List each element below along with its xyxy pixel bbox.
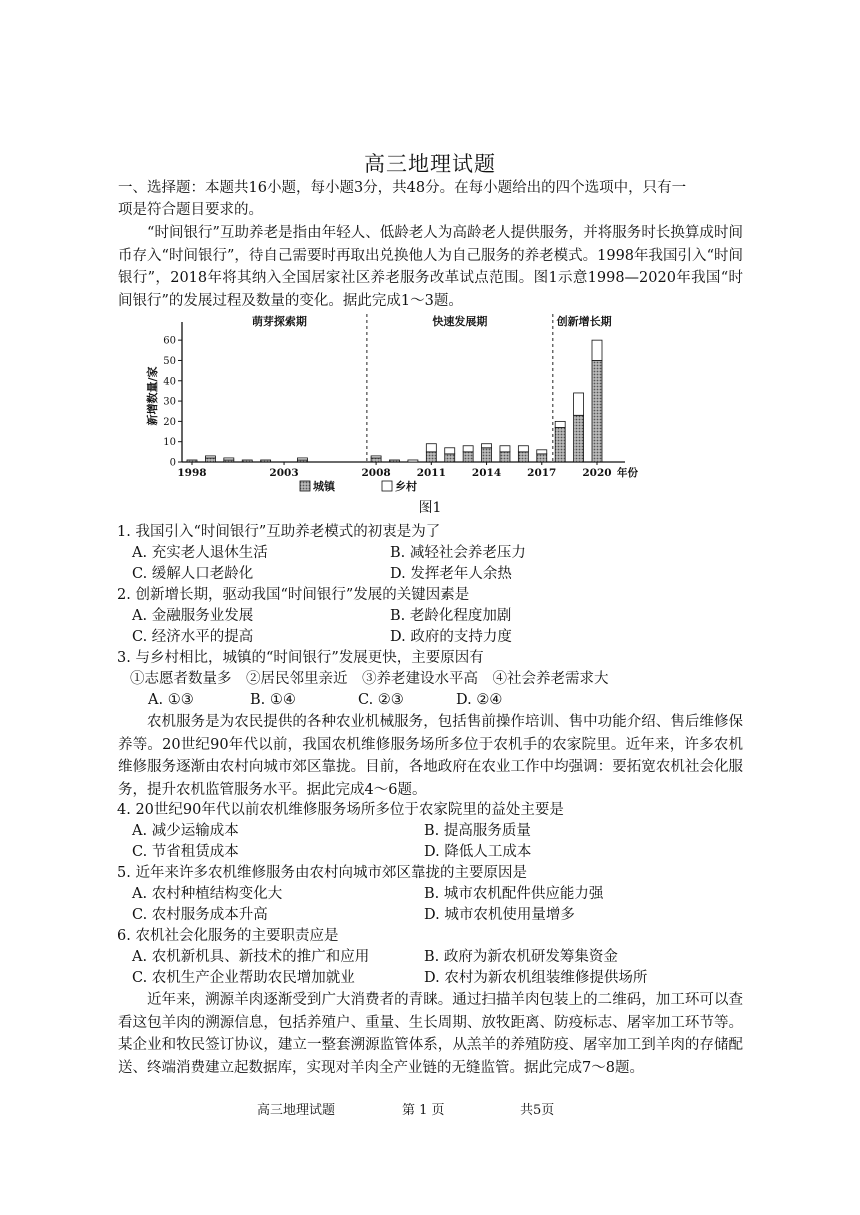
bar-town [518, 452, 528, 462]
bar-town [482, 448, 492, 462]
y-tick-label: 20 [163, 416, 176, 428]
page-title: 高三地理试题 [364, 152, 496, 176]
footer-total-pages: 共5页 [520, 1103, 555, 1118]
bar-rural [463, 446, 473, 452]
q1-option-d: D. 发挥老年人余热 [390, 566, 512, 582]
q5-option-b: B. 城市农机配件供应能力强 [424, 886, 604, 902]
bar-town [592, 360, 602, 462]
q3-option-d: D. ②④ [456, 692, 503, 708]
bar-rural [408, 460, 418, 462]
bar-town [242, 460, 252, 462]
y-tick-label: 40 [163, 376, 176, 388]
bar-town [426, 452, 436, 462]
question-2: 2. 创新增长期，驱动我国“时间银行”发展的关键因素是 [117, 587, 470, 603]
bar-rural [500, 446, 510, 452]
x-tick-label: 2003 [269, 467, 299, 479]
legend-swatch-town [300, 481, 310, 491]
bar-rural [371, 456, 381, 458]
q1-option-a: A. 充实老人退休生活 [132, 545, 268, 561]
footer-page-number: 第 1 页 [402, 1103, 445, 1118]
bar-rural [592, 340, 602, 360]
bar-rural [555, 421, 565, 427]
bar-town [500, 452, 510, 462]
bar-town [574, 415, 584, 462]
bar-town [390, 460, 400, 462]
x-tick-label: 2014 [471, 467, 502, 479]
q3-option-a: A. ①③ [148, 692, 194, 708]
bar-rural [518, 446, 528, 452]
legend-label-rural: 乡村 [395, 480, 417, 493]
x-tick-label: 2011 [416, 467, 446, 479]
y-tick-label: 60 [163, 335, 176, 347]
footer-subject: 高三地理试题 [257, 1103, 336, 1118]
bar-rural [224, 458, 234, 460]
question-4: 4. 20世纪90年代以前农机维修服务场所多位于农家院里的益处主要是 [117, 802, 564, 818]
intro-passage-2: 农机服务是为农民提供的各种农业机械服务，包括售前操作培训、售中功能介绍、售后维修保养等。20世纪90年代以前，我国农机维修服务场所多位于农机手的农家院里。近年来，许多农机维修服务逐渐由农村向城市郊区靠拢。目前，各地政府在农业工作中均强调：要拓宽农机社会化服务，提升农机监管服务水平。据此完成4～6题。 [118, 714, 743, 798]
intro-passage-1: “时间银行”互助养老是指由年轻人、低龄老人为高龄老人提供服务，并将服务时长换算成时间币存入“时间银行”，待自己需要时再取出兑换他人为自己服务的养老模式。1998年我国引入“时间银行”，2018年将其纳入全国居家社区养老服务改革试点范围。图1示意1998—2020年我国“时间银行”的发展过程及数量的变化。据此完成1～3题。 [118, 225, 743, 309]
bar-rural [297, 458, 307, 460]
figure-1-chart [140, 310, 640, 495]
q3-option-b: B. ①④ [250, 692, 296, 708]
q4-option-a: A. 减少运输成本 [132, 823, 239, 839]
q6-option-b: B. 政府为新农机研发筹集资金 [424, 949, 618, 965]
x-tick-label: 2020 [582, 467, 612, 479]
bar-rural [574, 393, 584, 415]
x-axis-unit: 年份 [617, 467, 638, 479]
legend-label-town: 城镇 [313, 480, 335, 493]
legend-swatch-rural [382, 481, 392, 491]
q5-option-c: C. 农村服务成本升高 [132, 907, 268, 923]
x-tick-label: 2017 [527, 467, 557, 479]
phase-label: 创新增长期 [556, 315, 612, 328]
bar-rural [537, 450, 547, 454]
q5-option-d: D. 城市农机使用量增多 [424, 907, 575, 923]
section-heading: 一、选择题：本题共16小题，每小题3分，共48分。在每小题给出的四个选项中，只有一 [118, 180, 687, 196]
q6-option-d: D. 农村为新农机组装维修提供场所 [424, 970, 648, 986]
intro-passage-3: 近年来，溯源羊肉逐渐受到广大消费者的青睐。通过扫描羊肉包装上的二维码，加工环可以查看这包羊肉的溯源信息，包括养殖户、重量、生长周期、放牧距离、防疫标志、屠宰加工环节等。某企业和牧民签订协议，建立一整套溯源监管体系，从羔羊的养殖防疫、屠宰加工到羊肉的存储配送、终端消费建立起数据库，实现对羊肉全产业链的无缝监管。据此完成7～8题。 [118, 992, 743, 1076]
bar-town [205, 458, 215, 462]
y-tick-label: 30 [163, 396, 176, 408]
figure-caption: 图1 [418, 500, 442, 516]
q4-option-b: B. 提高服务质量 [424, 823, 531, 839]
question-6: 6. 农机社会化服务的主要职责应是 [117, 928, 339, 944]
section-heading-cont: 项是符合题目要求的。 [118, 202, 263, 218]
bar-town [371, 458, 381, 462]
bar-rural [482, 444, 492, 448]
q2-option-d: D. 政府的支持力度 [390, 629, 512, 645]
bar-town [537, 454, 547, 462]
y-tick-label: 0 [169, 457, 176, 469]
bar-rural [426, 444, 436, 452]
bar-rural [205, 456, 215, 458]
bar-rural [445, 448, 455, 454]
phase-label: 萌芽探索期 [251, 315, 307, 328]
question-5: 5. 近年来许多农机维修服务由农村向城市郊区靠拢的主要原因是 [117, 865, 527, 881]
q2-option-c: C. 经济水平的提高 [132, 629, 254, 645]
q6-option-a: A. 农机新机具、新技术的推广和应用 [132, 949, 370, 965]
q1-option-b: B. 减轻社会养老压力 [390, 545, 526, 561]
bar-town [555, 427, 565, 462]
q2-option-b: B. 老龄化程度加剧 [390, 608, 512, 624]
question-3: 3. 与乡村相比，城镇的“时间银行”发展更快，主要原因有 [117, 650, 484, 666]
q2-option-a: A. 金融服务业发展 [132, 608, 254, 624]
q3-statements: ①志愿者数量多 ②居民邻里亲近 ③养老建设水平高 ④社会养老需求大 [130, 671, 609, 687]
bar-town [187, 460, 197, 462]
x-tick-label: 2008 [361, 467, 391, 479]
x-tick-label: 1998 [177, 467, 207, 479]
phase-label: 快速发展期 [432, 315, 488, 328]
q5-option-a: A. 农村种植结构变化大 [132, 886, 283, 902]
y-tick-label: 10 [163, 437, 176, 449]
bar-town [463, 452, 473, 462]
y-axis-title: 新增数量/家 [146, 366, 159, 426]
q3-option-c: C. ②③ [358, 692, 404, 708]
bar-town [261, 460, 271, 462]
bar-town [445, 454, 455, 462]
question-1: 1. 我国引入“时间银行”互助养老模式的初衷是为了 [117, 524, 441, 540]
q4-option-d: D. 降低人工成本 [424, 844, 532, 860]
q4-option-c: C. 节省租赁成本 [132, 844, 239, 860]
y-tick-label: 50 [163, 355, 176, 367]
q1-option-c: C. 缓解人口老龄化 [132, 566, 254, 582]
q6-option-c: C. 农机生产企业帮助农民增加就业 [132, 970, 355, 986]
